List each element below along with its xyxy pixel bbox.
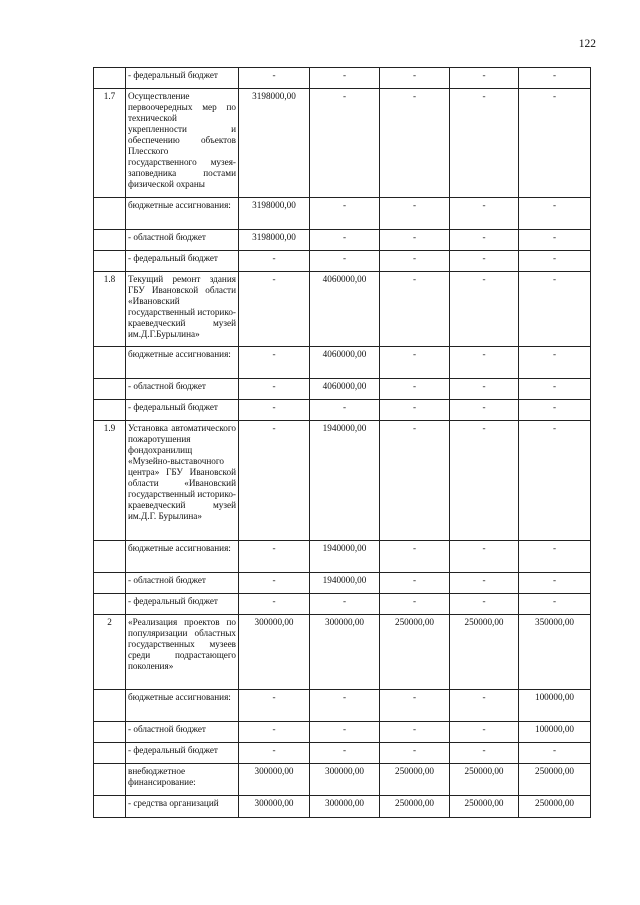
table-row: [94, 690, 591, 722]
amount-cell: 3198000,00: [239, 198, 310, 230]
amount-cell: 250000,00: [519, 764, 591, 796]
amount-cell: 250000,00: [519, 796, 591, 818]
table-row: [94, 615, 591, 690]
amount-cell: -: [450, 379, 519, 400]
amount-cell: -: [239, 379, 310, 400]
table-row: [94, 594, 591, 615]
table-row: [94, 68, 591, 89]
item-number: 2: [94, 615, 126, 690]
table-row: [94, 251, 591, 272]
amount-cell: -: [239, 347, 310, 379]
table-row: [94, 230, 591, 251]
amount-cell: -: [239, 743, 310, 764]
amount-cell: -: [239, 400, 310, 421]
amount-cell: -: [519, 573, 591, 594]
amount-cell: -: [380, 541, 450, 573]
amount-cell: 100000,00: [519, 722, 591, 743]
amount-cell: 300000,00: [310, 764, 380, 796]
item-description: - федеральный бюджет: [126, 251, 239, 272]
amount-cell: -: [310, 400, 380, 421]
table-row: [94, 89, 591, 198]
amount-cell: -: [519, 743, 591, 764]
amount-cell: -: [450, 230, 519, 251]
amount-cell: 250000,00: [450, 615, 519, 690]
amount-cell: -: [239, 722, 310, 743]
amount-cell: -: [380, 421, 450, 541]
item-number: [94, 251, 126, 272]
item-description: - областной бюджет: [126, 230, 239, 251]
amount-cell: -: [380, 230, 450, 251]
item-description: - областной бюджет: [126, 573, 239, 594]
amount-cell: 100000,00: [519, 690, 591, 722]
amount-cell: 250000,00: [450, 764, 519, 796]
amount-cell: 1940000,00: [310, 421, 380, 541]
amount-cell: -: [310, 251, 380, 272]
amount-cell: -: [380, 68, 450, 89]
amount-cell: -: [519, 251, 591, 272]
amount-cell: -: [450, 251, 519, 272]
amount-cell: -: [519, 594, 591, 615]
item-number: [94, 796, 126, 818]
item-description: - областной бюджет: [126, 722, 239, 743]
amount-cell: -: [239, 541, 310, 573]
amount-cell: 300000,00: [239, 615, 310, 690]
page-number: 122: [578, 38, 596, 50]
amount-cell: -: [239, 421, 310, 541]
amount-cell: -: [310, 89, 380, 198]
table-row: [94, 764, 591, 796]
amount-cell: -: [519, 272, 591, 347]
amount-cell: -: [450, 594, 519, 615]
item-number: [94, 573, 126, 594]
amount-cell: 350000,00: [519, 615, 591, 690]
item-description: - областной бюджет: [126, 379, 239, 400]
amount-cell: 4060000,00: [310, 347, 380, 379]
item-description: бюджетные ассигнования:: [126, 690, 239, 722]
amount-cell: -: [450, 743, 519, 764]
amount-cell: -: [380, 89, 450, 198]
amount-cell: -: [239, 690, 310, 722]
amount-cell: -: [380, 743, 450, 764]
amount-cell: -: [450, 400, 519, 421]
amount-cell: -: [310, 230, 380, 251]
item-description: внебюджетное финансирование:: [126, 764, 239, 796]
amount-cell: -: [310, 743, 380, 764]
amount-cell: -: [450, 68, 519, 89]
amount-cell: 300000,00: [310, 796, 380, 818]
amount-cell: 1940000,00: [310, 541, 380, 573]
table-row: [94, 198, 591, 230]
amount-cell: 3198000,00: [239, 89, 310, 198]
amount-cell: -: [519, 379, 591, 400]
amount-cell: -: [450, 421, 519, 541]
amount-cell: 250000,00: [380, 764, 450, 796]
amount-cell: 250000,00: [380, 615, 450, 690]
amount-cell: 4060000,00: [310, 272, 380, 347]
amount-cell: 300000,00: [239, 764, 310, 796]
table-row: [94, 722, 591, 743]
table-row: [94, 796, 591, 818]
amount-cell: 4060000,00: [310, 379, 380, 400]
amount-cell: -: [380, 722, 450, 743]
amount-cell: -: [310, 198, 380, 230]
amount-cell: -: [450, 89, 519, 198]
item-description: - федеральный бюджет: [126, 68, 239, 89]
amount-cell: -: [519, 541, 591, 573]
amount-cell: -: [380, 379, 450, 400]
amount-cell: -: [519, 400, 591, 421]
amount-cell: -: [519, 198, 591, 230]
item-number: [94, 400, 126, 421]
amount-cell: -: [519, 68, 591, 89]
item-description: бюджетные ассигнования:: [126, 198, 239, 230]
amount-cell: -: [310, 594, 380, 615]
amount-cell: -: [450, 722, 519, 743]
amount-cell: -: [450, 347, 519, 379]
amount-cell: -: [380, 347, 450, 379]
item-description: - федеральный бюджет: [126, 400, 239, 421]
table-row: [94, 573, 591, 594]
amount-cell: 300000,00: [239, 796, 310, 818]
amount-cell: -: [380, 198, 450, 230]
table-row: [94, 272, 591, 347]
amount-cell: -: [519, 230, 591, 251]
item-number: [94, 690, 126, 722]
table-row: [94, 347, 591, 379]
amount-cell: -: [450, 198, 519, 230]
amount-cell: -: [310, 722, 380, 743]
amount-cell: -: [239, 272, 310, 347]
item-description: Установка автоматического пожаротушения фондохранилищ «Музейно-выставочного центра» ГБУ Ивановской области «Ивановский государственный историко-краеведческий музей им.Д.Г. Бурылина»: [126, 421, 239, 541]
amount-cell: -: [450, 272, 519, 347]
amount-cell: -: [239, 68, 310, 89]
item-number: [94, 379, 126, 400]
amount-cell: -: [310, 68, 380, 89]
amount-cell: -: [380, 400, 450, 421]
amount-cell: -: [380, 690, 450, 722]
amount-cell: -: [380, 251, 450, 272]
amount-cell: -: [519, 89, 591, 198]
budget-table: [93, 67, 591, 818]
item-number: [94, 594, 126, 615]
table-row: [94, 379, 591, 400]
item-description: «Реализация проектов по популяризации областных государственных музеев среди подрастающего поколения»: [126, 615, 239, 690]
amount-cell: -: [450, 541, 519, 573]
amount-cell: -: [519, 421, 591, 541]
amount-cell: -: [380, 594, 450, 615]
item-description: - федеральный бюджет: [126, 594, 239, 615]
item-number: [94, 743, 126, 764]
table-row: [94, 743, 591, 764]
item-description: - федеральный бюджет: [126, 743, 239, 764]
table-row: [94, 421, 591, 541]
amount-cell: 300000,00: [310, 615, 380, 690]
amount-cell: -: [239, 594, 310, 615]
item-number: [94, 347, 126, 379]
amount-cell: -: [380, 573, 450, 594]
item-number: [94, 68, 126, 89]
item-description: Текущий ремонт здания ГБУ Ивановской области «Ивановский государственный историко-краеведческий музей им.Д.Г.Бурылина»: [126, 272, 239, 347]
item-number: 1.7: [94, 89, 126, 198]
amount-cell: -: [310, 690, 380, 722]
amount-cell: -: [380, 272, 450, 347]
item-number: [94, 722, 126, 743]
amount-cell: -: [450, 690, 519, 722]
amount-cell: 250000,00: [380, 796, 450, 818]
amount-cell: -: [239, 573, 310, 594]
amount-cell: 1940000,00: [310, 573, 380, 594]
item-description: - средства организаций: [126, 796, 239, 818]
table-row: [94, 541, 591, 573]
item-number: [94, 541, 126, 573]
item-number: 1.9: [94, 421, 126, 541]
amount-cell: 250000,00: [450, 796, 519, 818]
item-description: бюджетные ассигнования:: [126, 347, 239, 379]
item-description: Осуществление первоочередных мер по технической укрепленности и обеспечению объектов Плесского государственного музея-заповедника постами физической охраны: [126, 89, 239, 198]
amount-cell: 3198000,00: [239, 230, 310, 251]
item-number: [94, 198, 126, 230]
item-number: 1.8: [94, 272, 126, 347]
item-description: бюджетные ассигнования:: [126, 541, 239, 573]
amount-cell: -: [450, 573, 519, 594]
item-number: [94, 764, 126, 796]
amount-cell: -: [519, 347, 591, 379]
amount-cell: -: [239, 251, 310, 272]
table-row: [94, 400, 591, 421]
item-number: [94, 230, 126, 251]
